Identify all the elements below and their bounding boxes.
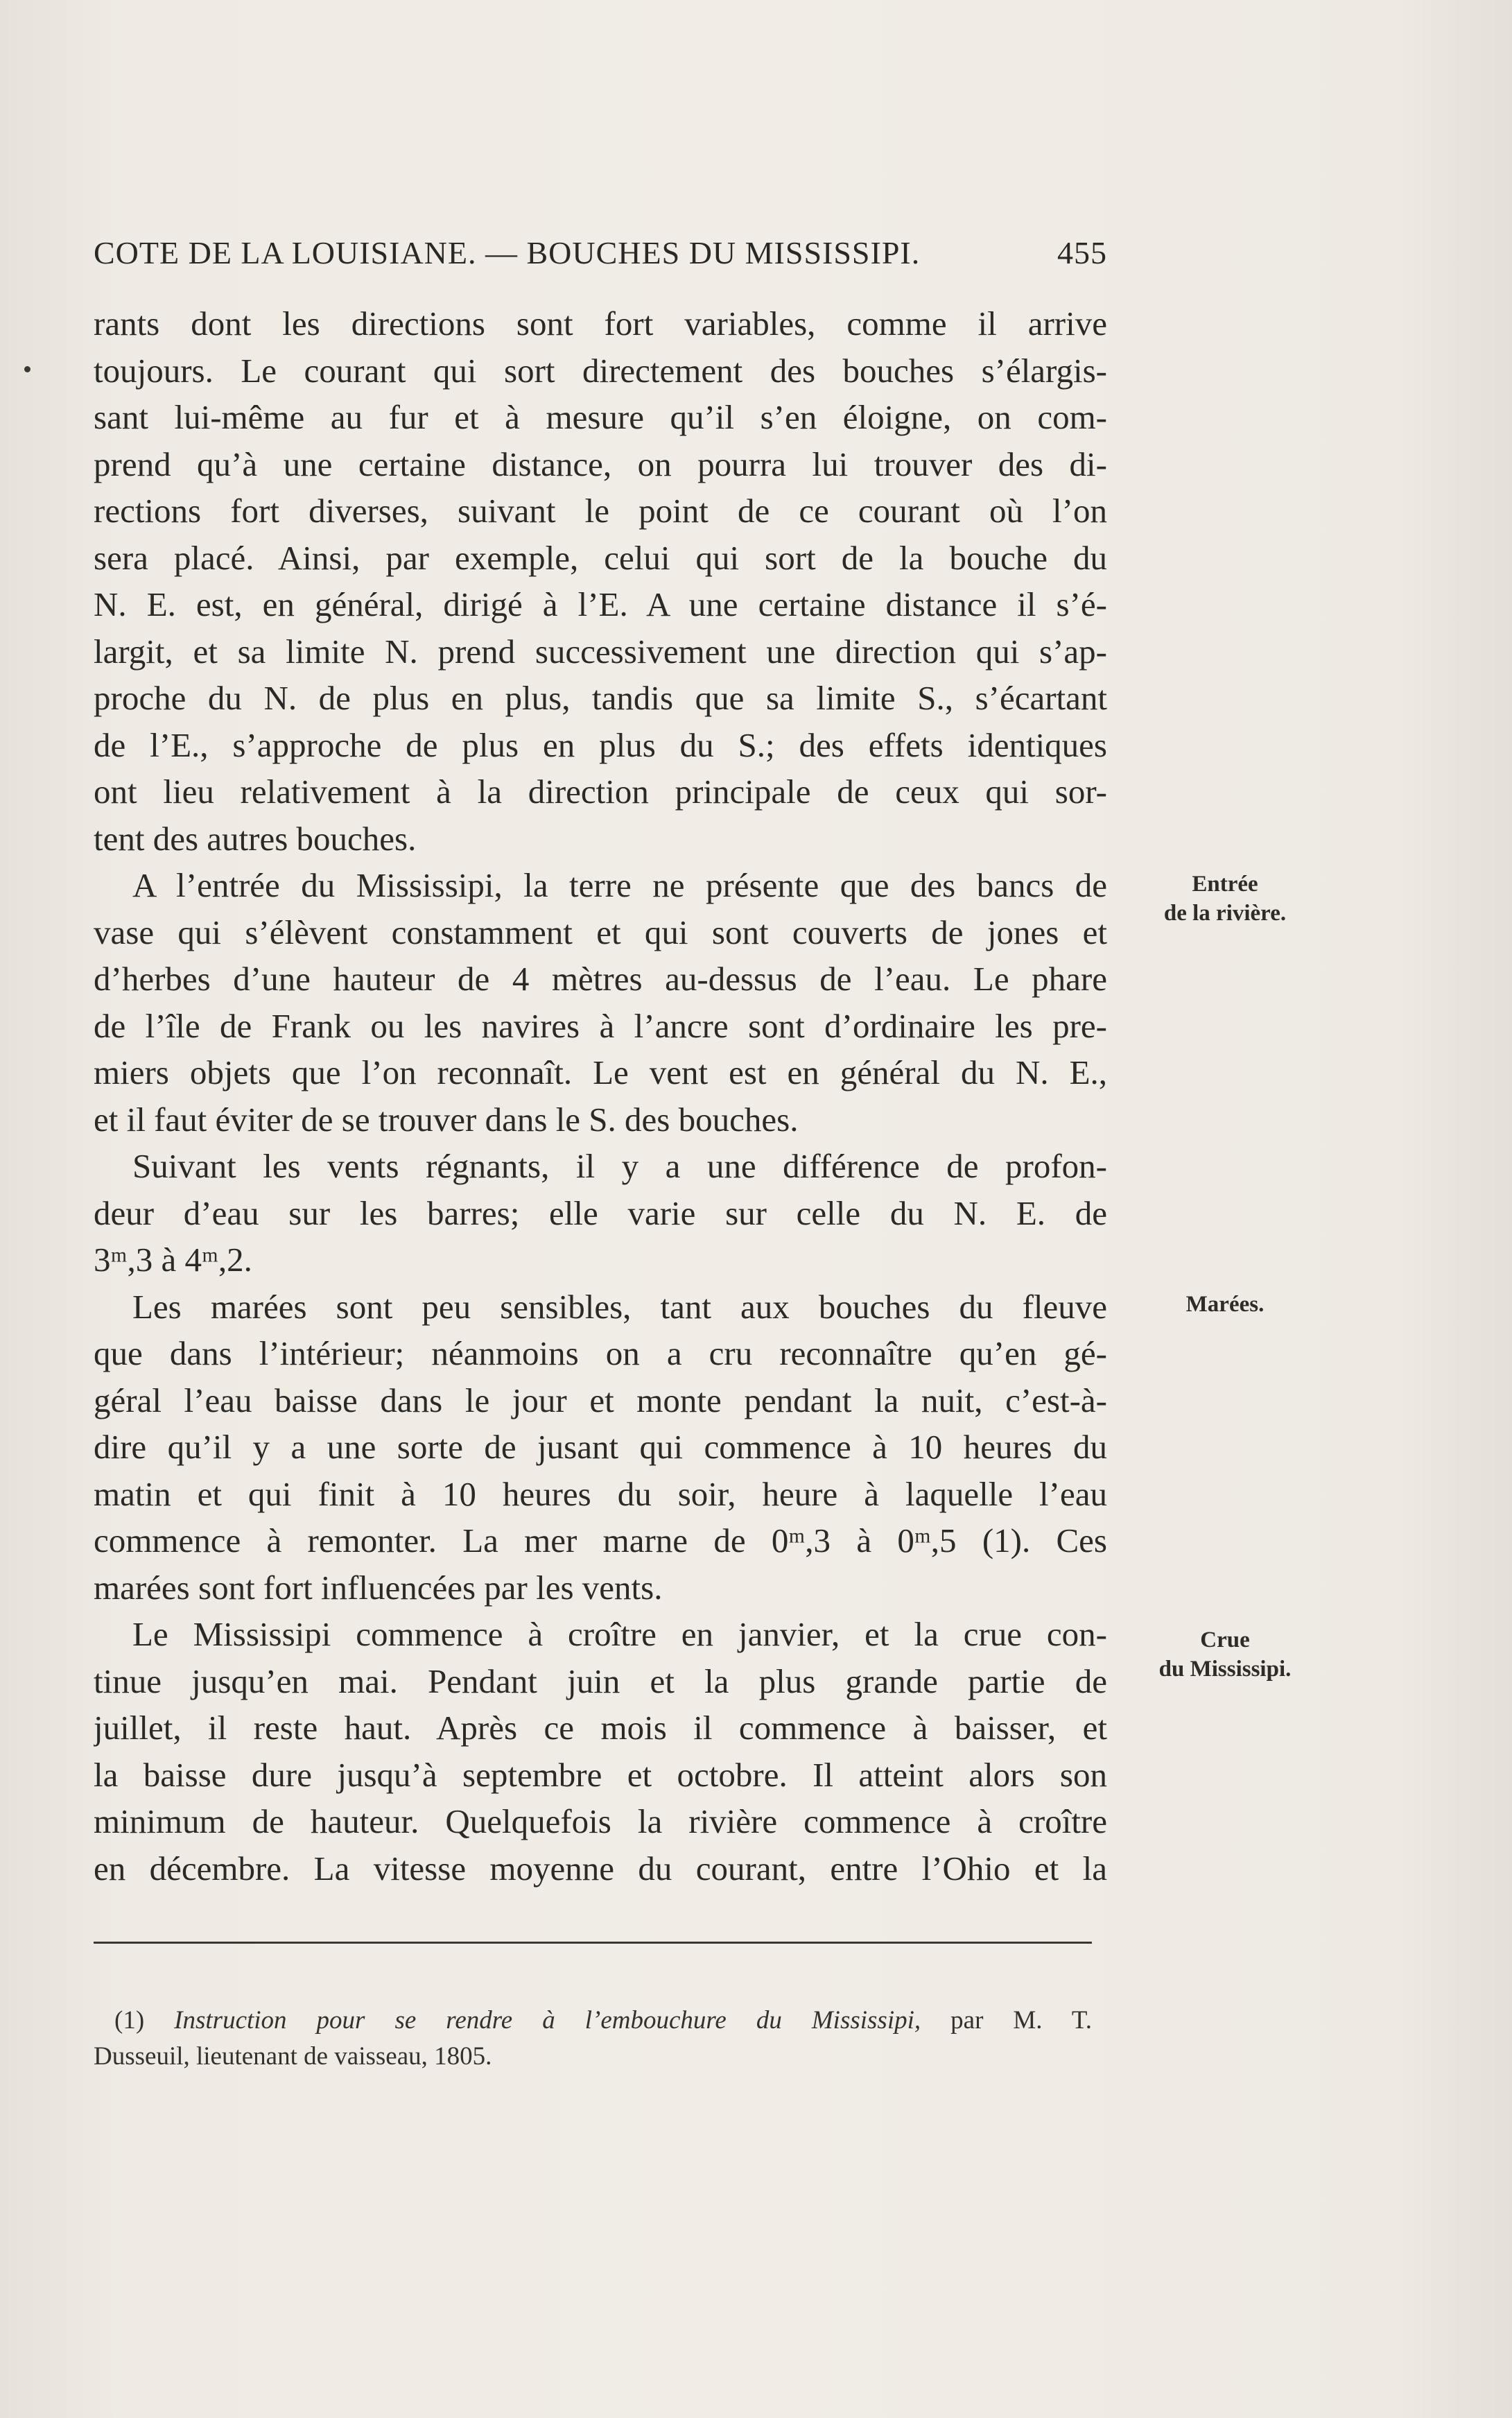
text-line: la baisse dure jusqu’à septembre et octobre. Il atteint alors son [94,1755,1107,1794]
running-title: COTE DE LA LOUISIANE. — BOUCHES DU MISSISSIPI. [94,235,921,270]
sidenote-line: Marées. [1185,1292,1265,1317]
footnote-title: Instruction pour se rendre à l’embouchure du Mississipi, [174,2006,921,2035]
text-line: marées sont fort influencées par les vents. [94,1568,663,1607]
text-line: 3ᵐ,3 à 4ᵐ,2. [94,1241,252,1279]
text-line: N. E. est, en général, dirigé à l’E. A une certaine distance il s’é- [94,585,1107,623]
text-line: tent des autres bouches. [94,819,417,858]
text-line: A l’entrée du Mississipi, la terre ne présente que des bancs de [132,866,1107,904]
footnote [94,2003,1092,2075]
sidenote-line: du Mississipi. [1158,1657,1292,1682]
text-line: tinue jusqu’en mai. Pendant juin et la plus grande partie de [94,1661,1107,1700]
text-line: Suivant les vents régnants, il y a une différence de profon- [132,1147,1107,1185]
footnote-line-2: Dusseuil, lieutenant de vaisseau, 1805. [94,2042,492,2071]
text-line: rections fort diverses, suivant le point de ce courant où l’on [94,492,1107,530]
sidenote-entree [1135,870,1315,928]
text-line: deur d’eau sur les barres; elle varie sur celle du N. E. de [94,1193,1107,1232]
text-line: d’herbes d’une hauteur de 4 mètres au-dessus de l’eau. Le phare [94,960,1107,998]
text-line: sera placé. Ainsi, par exemple, celui qui sort de la bouche du [94,538,1107,577]
text-line: dire qu’il y a une sorte de jusant qui commence à 10 heures du [94,1428,1107,1466]
footnote-marker: (1) [114,2006,145,2035]
text-line: proche du N. de plus en plus, tandis que sa limite S., s’écartant [94,679,1107,717]
text-line: matin et qui finit à 10 heures du soir, heure à laquelle l’eau [94,1474,1107,1513]
text-line: toujours. Le courant qui sort directement des bouches s’élargis- [94,351,1107,390]
text-line: que dans l’intérieur; néanmoins on a cru reconnaître qu’en gé- [94,1334,1107,1372]
text-line: de l’île de Frank ou les navires à l’ancre sont d’ordinaire les pre- [94,1006,1107,1045]
sidenote-marees [1135,1290,1315,1319]
text-line: de l’E., s’approche de plus en plus du S.; des effets identiques [94,725,1107,764]
text-line: rants dont les directions sont fort variables, comme il arrive [94,304,1107,343]
sidenote-crue [1135,1625,1315,1684]
footnote-author-prefix: par M. T. [950,2006,1093,2035]
text-line: prend qu’à une certaine distance, on pourra lui trouver des di- [94,444,1107,483]
text-line: commence à remonter. La mer marne de 0ᵐ,3 à 0ᵐ,5 (1). Ces [94,1521,1107,1560]
text-line: Les marées sont peu sensibles, tant aux bouches du fleuve [132,1287,1107,1326]
text-line: en décembre. La vitesse moyenne du courant, entre l’Ohio et la [94,1849,1107,1888]
text-line: miers objets que l’on reconnaît. Le vent est en général du N. E., [94,1053,1107,1091]
footnote-divider [94,1942,1092,1944]
sidenote-line: Crue [1200,1627,1250,1652]
body-text [94,300,1107,1892]
text-line: largit, et sa limite N. prend successivement une direction qui s’ap- [94,632,1107,671]
page-number: 455 [1057,235,1107,270]
text-line: vase qui s’élèvent constamment et qui sont couverts de jones et [94,913,1107,951]
text-line: minimum de hauteur. Quelquefois la rivière commence à croître [94,1802,1107,1840]
text-line: juillet, il reste haut. Après ce mois il commence à baisser, et [94,1709,1107,1747]
text-line: et il faut éviter de se trouver dans le S. des bouches. [94,1100,799,1139]
text-line: sant lui-même au fur et à mesure qu’il s’en éloigne, on com- [94,398,1107,436]
footnote-line-1 [94,2003,1092,2039]
text-line: Le Mississipi commence à croître en janvier, et la crue con- [132,1615,1107,1653]
sidenote-line: Entrée [1192,872,1258,897]
running-header [94,234,1107,283]
sidenote-line: de la rivière. [1163,901,1287,926]
ink-speck [24,366,31,372]
text-line: ont lieu relativement à la direction principale de ceux qui sor- [94,772,1107,811]
text-line: géral l’eau baisse dans le jour et monte pendant la nuit, c’est-à- [94,1381,1107,1419]
